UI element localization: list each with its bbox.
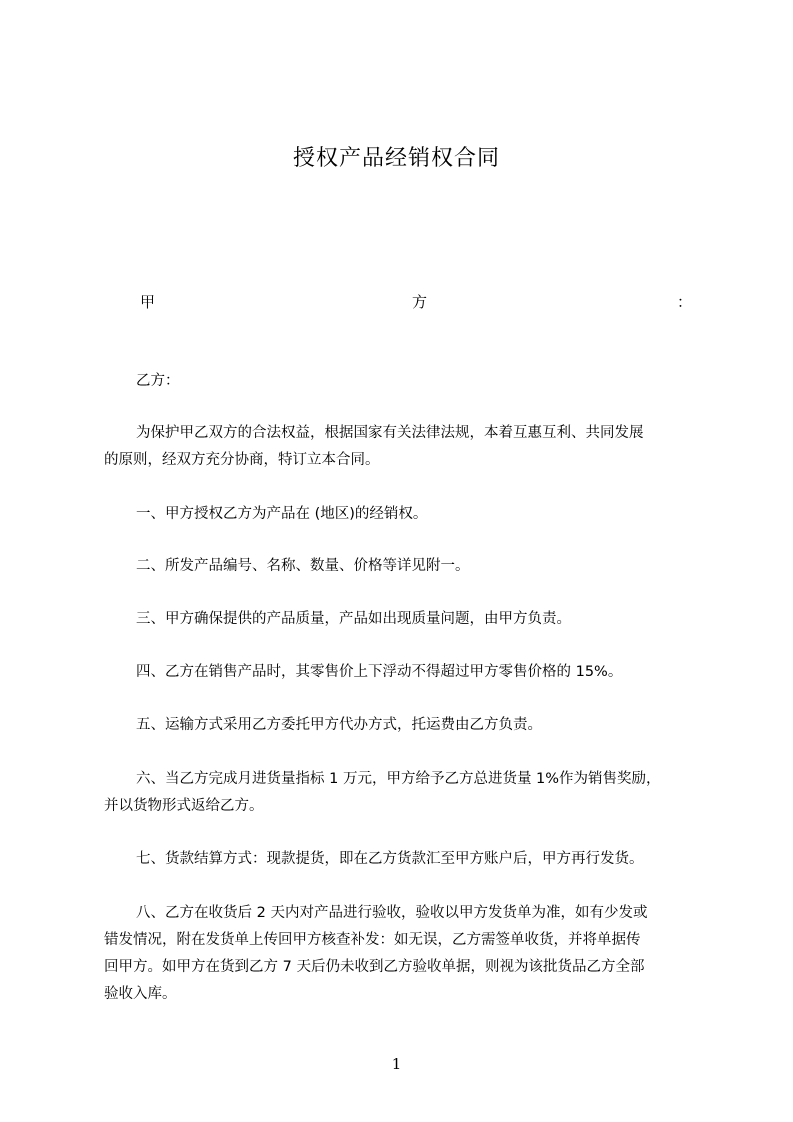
clause-8-line-2: 错发情况，附在发货单上传回甲方核查补发：如无误，乙方需签单收货，并将单据传: [104, 932, 641, 948]
clause-4: 四、乙方在销售产品时，其零售价上下浮动不得超过甲方零售价格的 15%。: [136, 664, 623, 680]
preamble-line-1: 为保护甲乙双方的合法权益，根据国家有关法律法规，本着互惠互利、共同发展: [136, 425, 644, 441]
party-a-colon: ：: [676, 293, 692, 311]
page-number: 1: [391, 1055, 402, 1073]
clause-7: 七、货款结算方式：现款提货，即在乙方货款汇至甲方账户后，甲方再行发货。: [136, 851, 644, 867]
clause-5: 五、运输方式采用乙方委托甲方代办方式，托运费由乙方负责。: [136, 717, 542, 733]
party-a-char-2: 方: [412, 293, 428, 311]
document-title: 授权产品经销权合同: [292, 146, 500, 171]
preamble-line-2: 的原则，经双方充分协商，特订立本合同。: [104, 452, 380, 468]
clause-8-line-4: 验收入库。: [104, 986, 177, 1002]
clause-6: [104, 766, 704, 820]
clause-6-line-2: 并以货物形式返给乙方。: [104, 798, 264, 814]
party-b-line: 乙方：: [136, 373, 180, 389]
clause-6-line-1: 六、当乙方完成月进货量指标 1 万元，甲方给予乙方总进货量 1%作为销售奖励，: [136, 771, 661, 787]
clause-8: [104, 900, 704, 1008]
clause-2: 二、所发产品编号、名称、数量、价格等详见附一。: [136, 558, 470, 574]
preamble-paragraph: [104, 420, 704, 474]
clause-8-line-3: 回甲方。如甲方在货到乙方 7 天后仍未收到乙方验收单据，则视为该批货品乙方全部: [104, 959, 645, 975]
party-a-line: [140, 291, 692, 313]
party-a-char-1: 甲: [140, 293, 156, 311]
clause-1: 一、甲方授权乙方为产品在 (地区)的经销权。: [136, 506, 428, 522]
clause-8-line-1: 八、乙方在收货后 2 天内对产品进行验收，验收以甲方发货单为准，如有少发或: [136, 905, 648, 921]
clause-3: 三、甲方确保提供的产品质量，产品如出现质量问题，由甲方负责。: [136, 611, 571, 627]
